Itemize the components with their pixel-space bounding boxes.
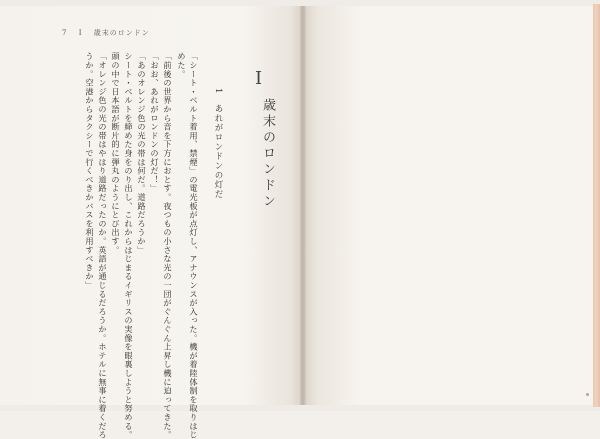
body-column: 「あのオレンジ色の光の帯は何だ。道路だろうか」 (137, 52, 147, 255)
page-number: 7 (62, 29, 68, 37)
right-page (303, 6, 593, 405)
running-head (62, 28, 158, 38)
body-column: 「シート・ベルト着用、禁煙」の電光板が点灯し、アナウンスが入った。機が着陸体制を取りはじ (189, 52, 199, 439)
running-head-chapter-number: I (78, 29, 83, 37)
body-column: 「オレンジ色の光の帯はやはり道路だったのか。英語が通じるだろうか。ホテルに無事に着くだろ (98, 52, 108, 439)
body-column: 「おお、あれがロンドンの灯だ！」 (150, 52, 160, 193)
page-mark (586, 393, 589, 396)
running-head-chapter-title: 歳末のロンドン (93, 29, 150, 37)
body-column: めた。 (177, 52, 187, 79)
page-edge (593, 4, 600, 407)
body-column: 頭の中で日本語が断片的に弾丸のようにとび出す。 (111, 52, 121, 255)
chapter-number: I (255, 68, 263, 89)
body-column: 「前後の世界から音を下方におとす。夜つもの小さな光の一団がぐんぐん上昇し機に迫ってきた。 (163, 52, 173, 439)
body-column: うか。空港からタクシーで行くべきかバスを利用すべきか」 (85, 52, 95, 290)
book-gutter (300, 6, 306, 405)
section-title: 1 あれがロンドンの灯だ (213, 88, 223, 199)
chapter-title: 歳末のロンドン (260, 98, 275, 210)
body-column: シート・ベルトを締めた身をのり出し、これからはじまるイギリスの実像を眼裏しようと努める。 (124, 52, 134, 439)
